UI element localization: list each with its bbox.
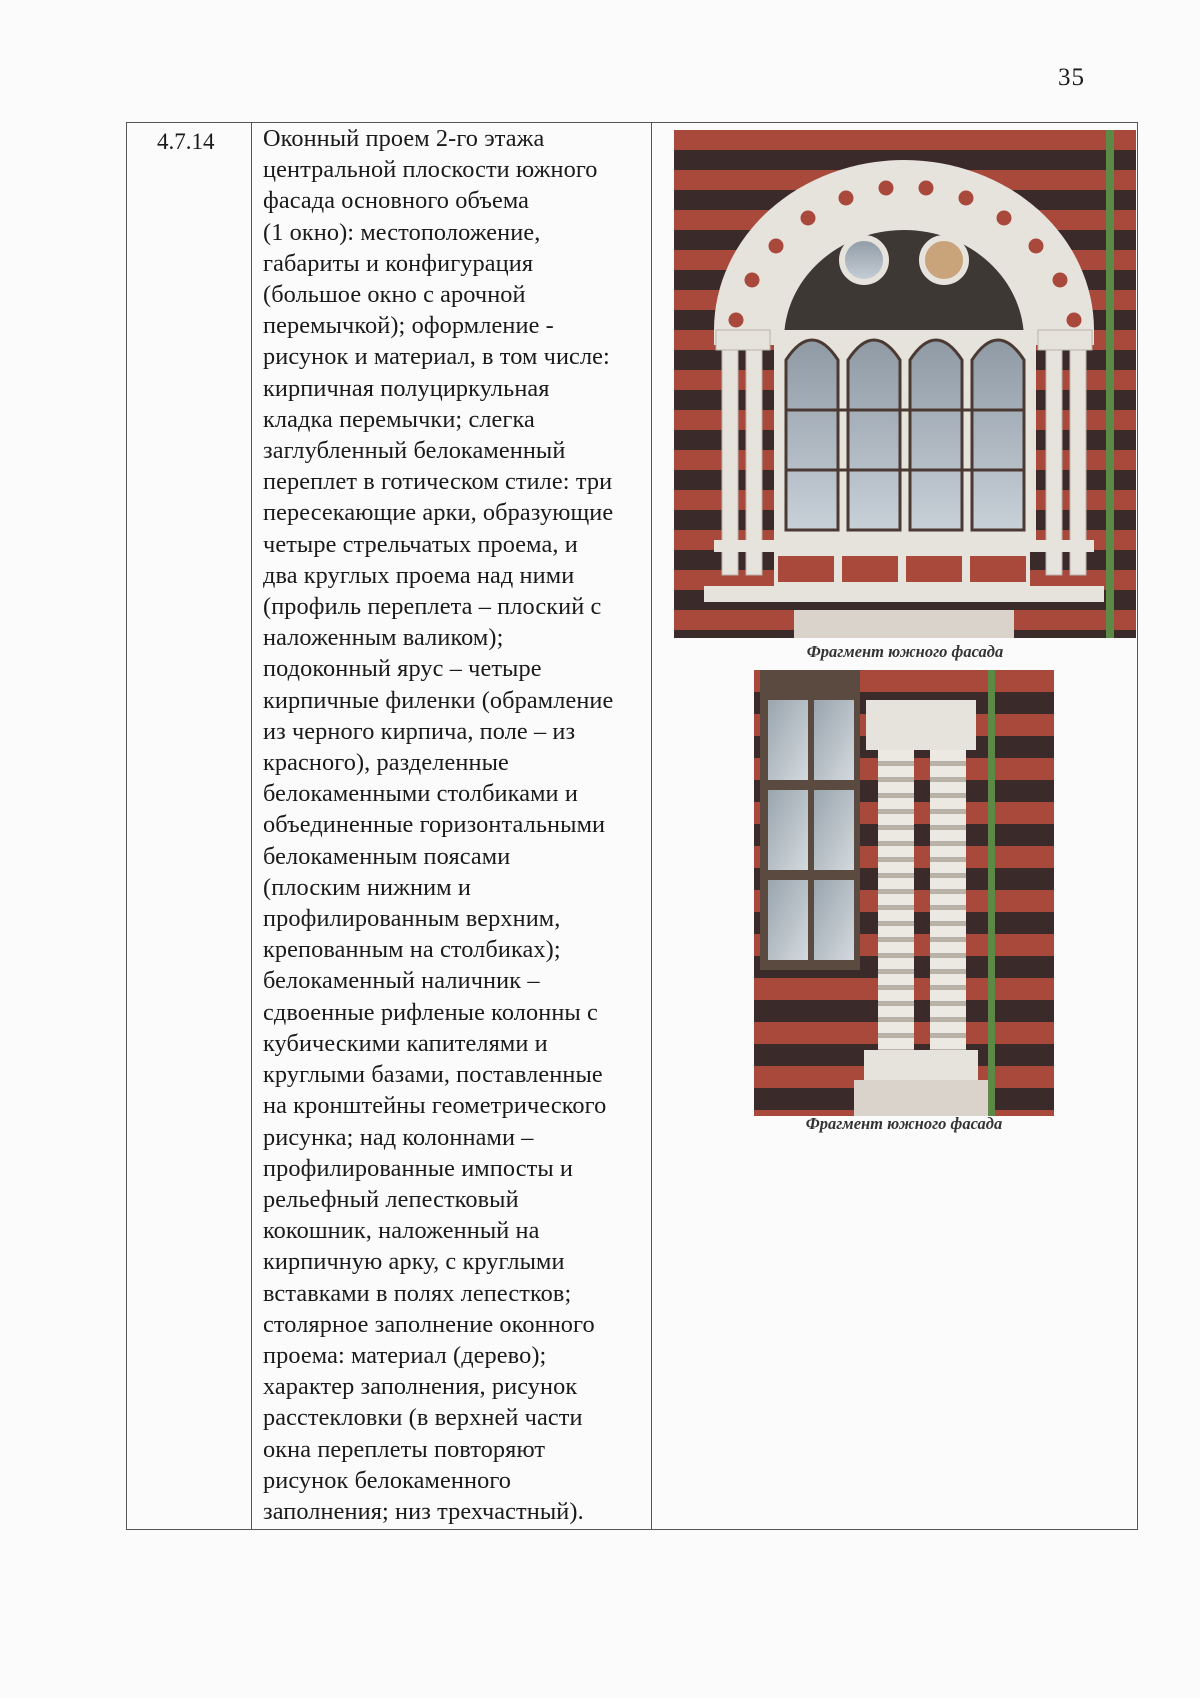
row-description bbox=[263, 123, 645, 1527]
description-line: кубическими капителями и bbox=[263, 1029, 548, 1057]
column-divider bbox=[651, 123, 652, 1529]
description-line: объединенные горизонтальными bbox=[263, 811, 606, 839]
description-line: пересекающие арки, образующие bbox=[263, 499, 614, 527]
description-line: рельефный лепестковый bbox=[263, 1185, 519, 1213]
description-line: (плоским нижним и bbox=[263, 873, 471, 901]
description-line: габариты и конфигурация bbox=[263, 249, 534, 277]
description-line: рисунка; над колоннами – bbox=[263, 1123, 534, 1151]
description-line: фасада основного объема bbox=[263, 187, 530, 215]
description-line: рисунок и материал, в том числе: bbox=[263, 343, 610, 371]
description-line: белокаменный наличник – bbox=[263, 967, 540, 995]
description-line: крепованным на столбиках); bbox=[263, 936, 561, 964]
description-line: на кронштейны геометрического bbox=[263, 1092, 607, 1120]
description-line: кирпичную арку, с круглыми bbox=[263, 1248, 565, 1276]
description-line: красного), разделенные bbox=[263, 749, 509, 777]
description-line: кладка перемычки; слегка bbox=[263, 405, 535, 433]
description-line: заглубленный белокаменный bbox=[263, 437, 566, 465]
description-line: заполнения; низ трехчастный). bbox=[263, 1497, 584, 1525]
description-line: характер заполнения, рисунок bbox=[263, 1373, 578, 1401]
description-line: наложенным валиком); bbox=[263, 624, 504, 652]
description-line: два круглых проема над ними bbox=[263, 561, 575, 589]
description-line: кирпичные филенки (обрамление bbox=[263, 686, 614, 714]
description-line: круглыми базами, поставленные bbox=[263, 1061, 603, 1089]
description-line: кирпичная полуциркульная bbox=[263, 374, 550, 402]
description-line: проема: материал (дерево); bbox=[263, 1341, 547, 1369]
description-line: профилированные импосты и bbox=[263, 1154, 574, 1182]
photo-caption: Фрагмент южного фасада bbox=[805, 1114, 1003, 1133]
description-line: четыре стрельчатых проема, и bbox=[263, 530, 578, 558]
photo-caption: Фрагмент южного фасада bbox=[806, 642, 1004, 661]
facade-photo-arched-window bbox=[674, 130, 1136, 638]
facade-photo-columns bbox=[754, 670, 1054, 1116]
column-divider bbox=[251, 123, 252, 1529]
description-line: столярное заполнение оконного bbox=[263, 1310, 595, 1338]
description-line: подоконный ярус – четыре bbox=[263, 655, 542, 683]
description-line: (большое окно с арочной bbox=[263, 281, 526, 309]
description-line: расстекловки (в верхней части bbox=[263, 1404, 583, 1432]
description-line: окна переплеты повторяют bbox=[263, 1435, 546, 1463]
description-line: центральной плоскости южного bbox=[263, 156, 598, 184]
description-line: из черного кирпича, поле – из bbox=[263, 717, 576, 745]
row-number: 4.7.14 bbox=[157, 129, 215, 154]
description-line: белокаменными столбиками и bbox=[263, 780, 578, 808]
description-line: (1 окно): местоположение, bbox=[263, 218, 541, 246]
description-line: рисунок белокаменного bbox=[263, 1466, 512, 1494]
description-line: вставками в полях лепестков; bbox=[263, 1279, 572, 1307]
description-line: белокаменным поясами bbox=[263, 842, 511, 870]
description-line: перемычкой); оформление - bbox=[263, 312, 554, 340]
description-line: профилированным верхним, bbox=[263, 905, 561, 933]
description-line: (профиль переплета – плоский с bbox=[263, 593, 602, 621]
description-line: сдвоенные рифленые колонны с bbox=[263, 998, 598, 1026]
description-line: Оконный проем 2-го этажа bbox=[263, 125, 545, 152]
description-line: кокошник, наложенный на bbox=[263, 1217, 540, 1245]
description-line: переплет в готическом стиле: три bbox=[263, 468, 613, 496]
page-number: 35 bbox=[1058, 64, 1085, 91]
